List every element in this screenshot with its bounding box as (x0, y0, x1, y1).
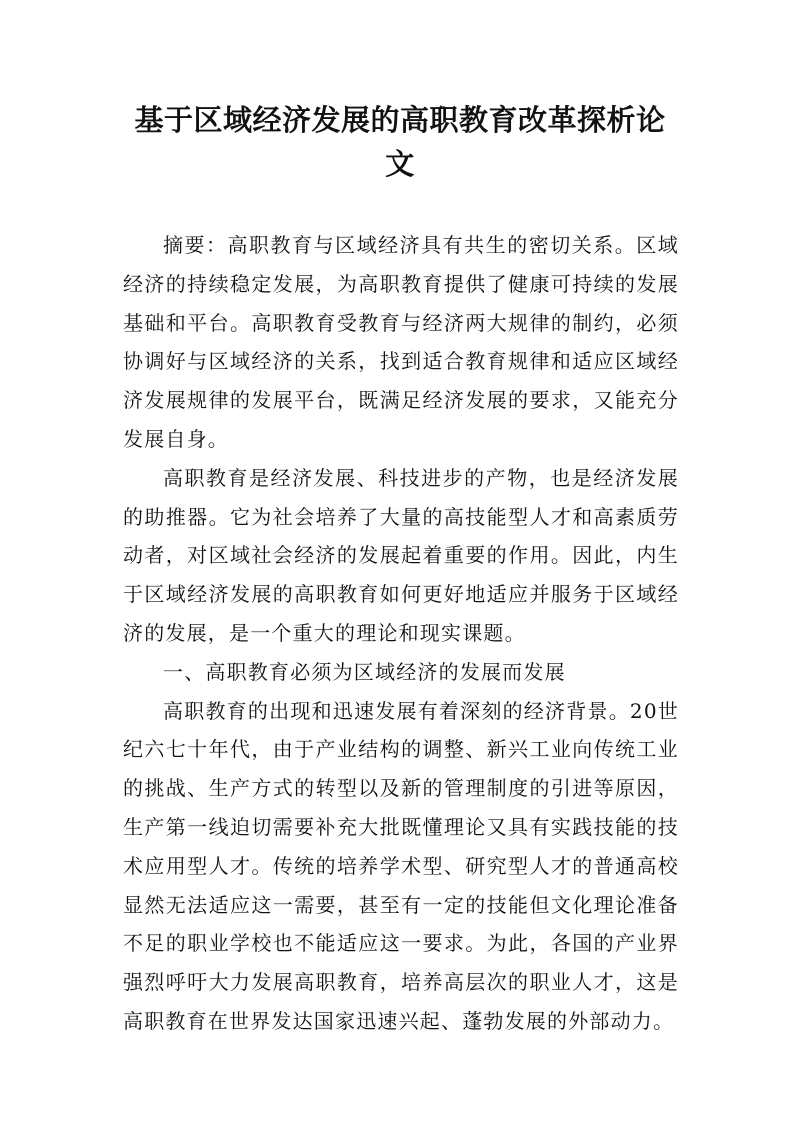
section-paragraph: 高职教育的出现和迅速发展有着深刻的经济背景。20世纪六七十年代，由于产业结构的调整、新兴工业向传统工业的挑战、生产方式的转型以及新的管理制度的引进等原因，生产第一线迫切需要补充大批既懂理论又具有实践技能的技术应用型人才。传统的培养学术型、研究型人才的普通高校显然无法适应这一需要，甚至有一定的技能但文化理论准备不足的职业学校也不能适应这一要求。为此，各国的产业界强烈呼吁大力发展高职教育，培养高层次的职业人才，这是高职教育在世界发达国家迅速兴起、蓬勃发展的外部动力。 (123, 698, 679, 1033)
document-body (123, 226, 679, 1041)
document-title: 基于区域经济发展的高职教育改革探析论文 (134, 103, 666, 181)
section-heading: 一、高职教育必须为区域经济的发展而发展 (163, 659, 566, 684)
abstract-paragraph: 摘要：高职教育与区域经济具有共生的密切关系。区域经济的持续稳定发展，为高职教育提供了健康可持续的发展基础和平台。高职教育受教育与经济两大规律的制约，必须协调好与区域经济的关系，找到适合教育规律和适应区域经济发展规律的发展平台，既满足经济发展的要求，又能充分发展自身。 (123, 233, 679, 451)
intro-paragraph: 高职教育是经济发展、科技进步的产物，也是经济发展的助推器。它为社会培养了大量的高技能型人才和高素质劳动者，对区域社会经济的发展起着重要的作用。因此，内生于区域经济发展的高职教育如何更好地适应并服务于区域经济的发展，是一个重大的理论和现实课题。 (123, 465, 679, 645)
